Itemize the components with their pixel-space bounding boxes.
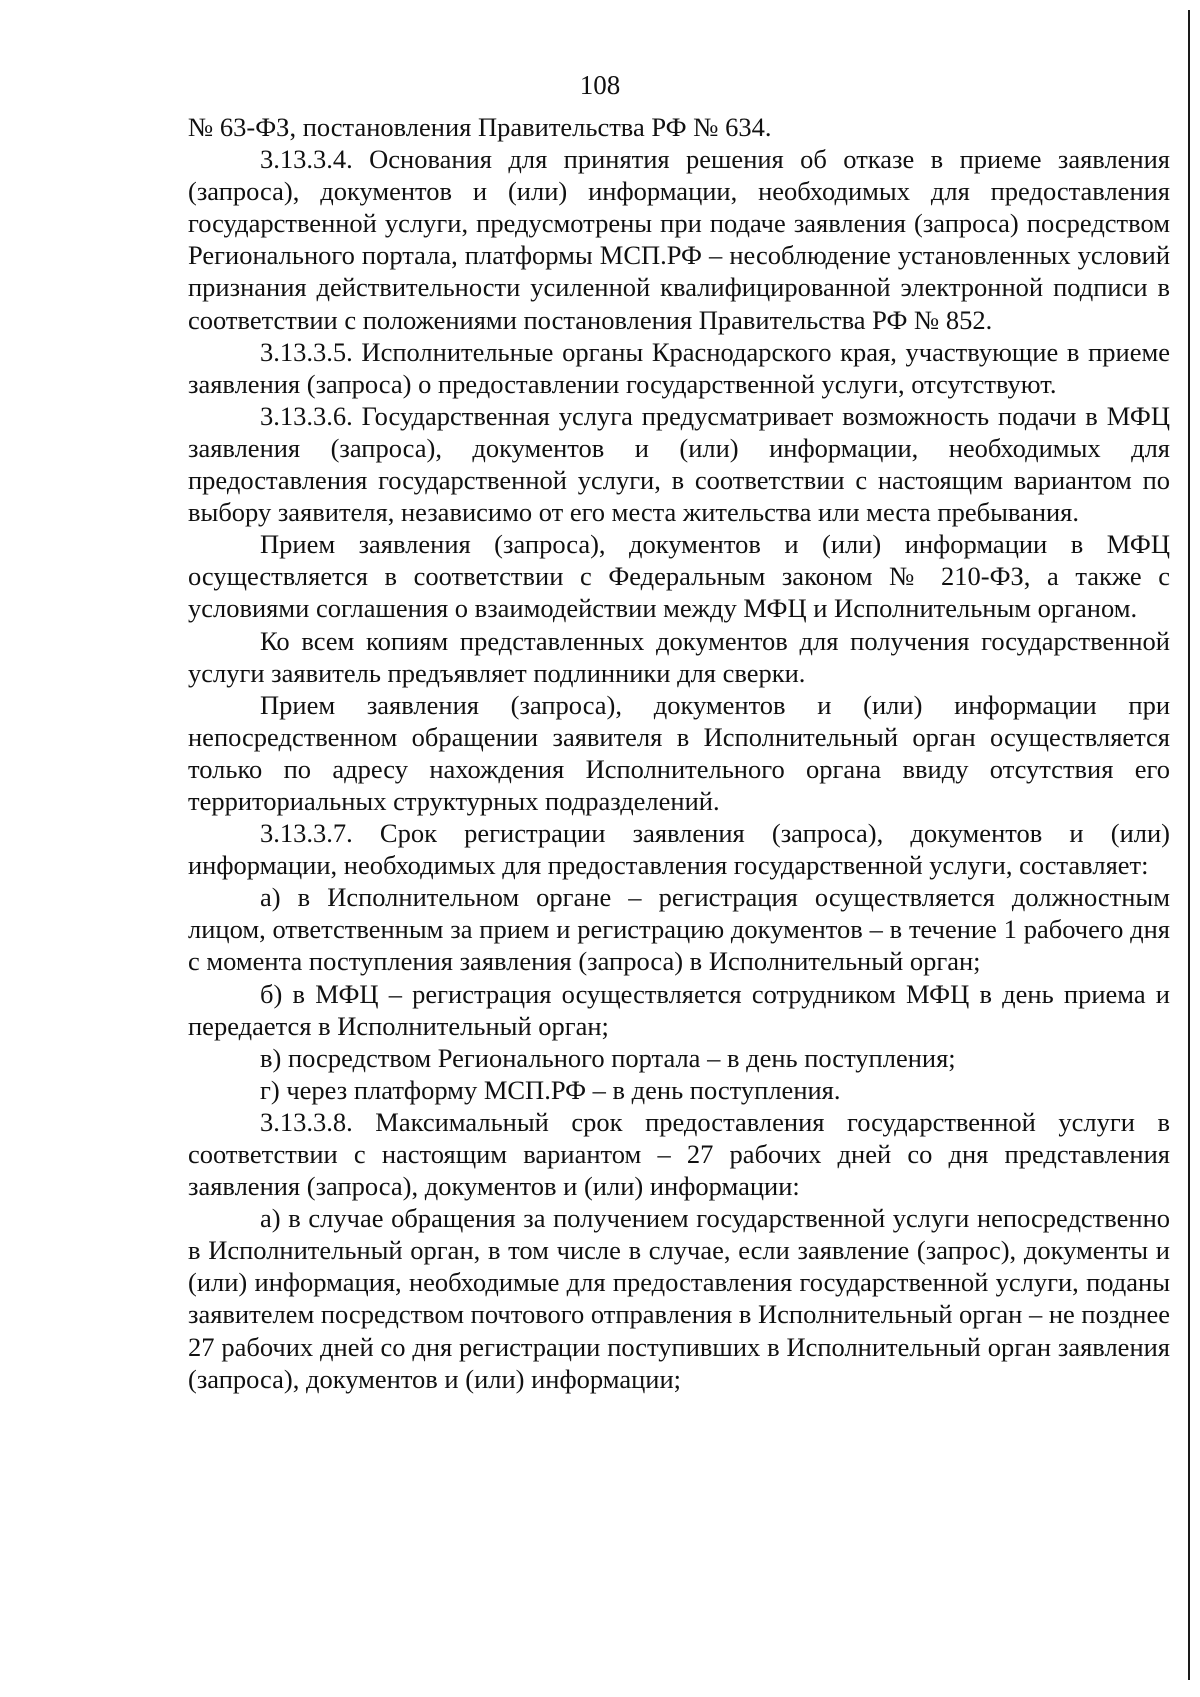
paragraph-originals: Ко всем копиям представленных документов для получения государственной услуги заявитель предъявляет подлинники для сверки.: [188, 625, 1170, 688]
list-item-v-registration: в) посредством Регионального портала – в день поступления;: [260, 1042, 956, 1073]
paragraph-3-13-3-4: 3.13.3.4. Основания для принятия решения об отказе в приеме заявления (запроса), документов и (или) информации, необходимых для предоставления государственной услуги, предусмотрены при подаче заявления (запроса) посредством Регионального портала, платформы МСП.РФ – несоблюдение установленных условий признания действительности усиленной квалифицированной электронной подписи в соответствии с положениями постановления Правительства РФ № 852.: [188, 144, 1170, 335]
paragraph-3-13-3-8: 3.13.3.8. Максимальный срок предоставления государственной услуги в соответствии с настоящим вариантом – 27 рабочих дней со дня представления заявления (запроса), документов и (или) информации:: [188, 1106, 1170, 1202]
list-item-a-term: а) в случае обращения за получением государственной услуги непосредственно в Исполнительный орган, в том числе в случае, если заявление (запрос), документы и (или) информация, необходимые для предоставления государственной услуги, поданы заявителем посредством почтового отправления в Исполнительный орган – не позднее 27 рабочих дней со дня регистрации поступивших в Исполнительный орган заявления (запроса), документов и (или) информации;: [188, 1203, 1171, 1394]
paragraph-3-13-3-5: 3.13.3.5. Исполнительные органы Краснодарского края, участвующие в приеме заявления (запроса) о предоставлении государственной услуги, отсутствуют.: [188, 336, 1170, 399]
document-body: [188, 111, 1170, 1395]
page-edge-line: [1188, 10, 1190, 1680]
list-item-a-registration: а) в Исполнительном органе – регистрация осуществляется должностным лицом, ответственным за прием и регистрацию документов – в течение 1 рабочего дня с момента поступления заявления (запроса) в Исполнительный орган;: [188, 882, 1170, 977]
paragraph-direct-reception: Прием заявления (запроса), документов и (или) информации при непосредственном обращении заявителя в Исполнительный орган осуществляется только по адресу нахождения Исполнительного органа ввиду отсутствия его территориальных структурных подразделений.: [188, 689, 1170, 816]
paragraph-continuation: № 63-ФЗ, постановления Правительства РФ № 634.: [188, 112, 772, 142]
page-number: 108: [579, 70, 621, 100]
paragraph-3-13-3-7: 3.13.3.7. Срок регистрации заявления (запроса), документов и (или) информации, необходимых для предоставления государственной услуги, составляет:: [188, 818, 1170, 881]
paragraph-3-13-3-6: 3.13.3.6. Государственная услуга предусматривает возможность подачи в МФЦ заявления (запроса), документов и (или) информации, необходимых для предоставления государственной услуги, в соответствии с настоящим вариантом по выбору заявителя, независимо от его места жительства или места пребывания.: [188, 400, 1170, 528]
list-item-b-registration: б) в МФЦ – регистрация осуществляется сотрудником МФЦ в день приема и передается в Исполнительный орган;: [188, 978, 1170, 1041]
list-item-g-registration: г) через платформу МСП.РФ – в день поступления.: [260, 1074, 841, 1105]
paragraph-mfc-reception: Прием заявления (запроса), документов и (или) информации в МФЦ осуществляется в соответствии с Федеральным законом № 210-ФЗ, а также с условиями соглашения о взаимодействии между МФЦ и Исполнительным органом.: [188, 529, 1170, 624]
